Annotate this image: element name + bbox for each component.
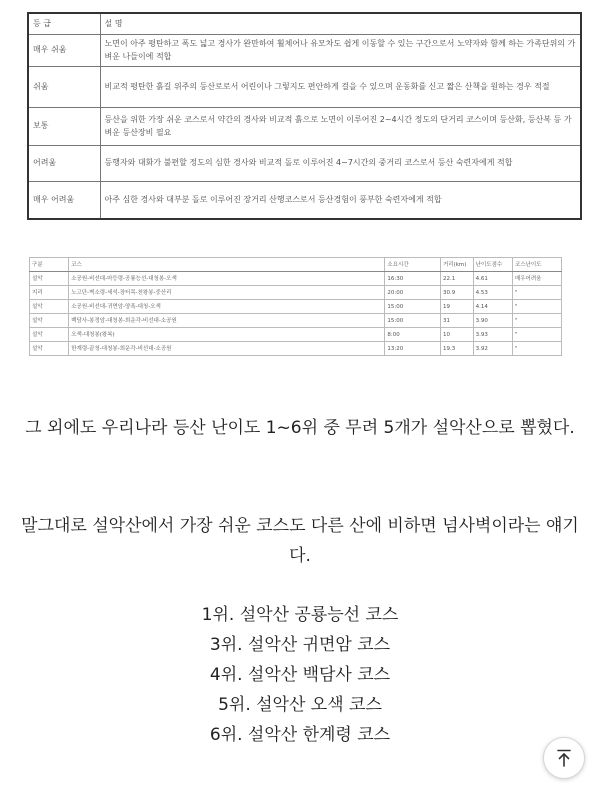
grade-table-header (28, 13, 581, 35)
duration-cell: 8:00 (385, 328, 441, 342)
grade-cell: 매우 어려움 (28, 182, 100, 220)
course-row (30, 328, 562, 342)
conclusion-paragraph: 말그대로 설악산에서 가장 쉬운 코스도 다른 산에 비하면 넘사벽이라는 얘기다. (21, 516, 579, 566)
course-cell: 소공원-비선대-마등령-공룡능선-대청봉-오색 (69, 272, 385, 286)
distance-cell: 22.1 (440, 272, 473, 286)
ranking-item: 6위. 설악산 한계령 코스 (209, 725, 391, 745)
grade-row (28, 146, 581, 182)
duration-cell: 20:00 (385, 286, 441, 300)
course-cell: 백담사-봉정암-대청봉-희운각-비선대-소공원 (69, 314, 385, 328)
scroll-to-top-button[interactable] (543, 737, 585, 779)
course-row (30, 286, 562, 300)
description-cell: 등산을 위한 가장 쉬운 코스로서 약간의 경사와 비교적 흙으로 노면이 이루어진 2~4시간 정도의 단거리 코스이며 등산화, 등산복 등 가벼운 등산장비 필요 (100, 108, 581, 146)
distance-cell: 10 (440, 328, 473, 342)
description-cell: 아주 심한 경사와 대부분 돌로 이루어진 장거리 산행코스로서 등산경험이 풍부한 숙련자에게 적합 (100, 182, 581, 220)
grade-cell: 어려움 (28, 146, 100, 182)
course-cell: 노고단-벽소령-세석-장터목-천왕봉-중산리 (69, 286, 385, 300)
score-cell: 4.53 (473, 286, 512, 300)
level-cell: " (512, 328, 561, 342)
arrow-up-to-line-icon (556, 749, 572, 767)
grade-row (28, 67, 581, 108)
distance-header: 거리(km) (440, 258, 473, 272)
course-row (30, 314, 562, 328)
region-cell: 지리 (30, 286, 69, 300)
distance-cell: 19.3 (440, 342, 473, 356)
grade-cell: 매우 쉬움 (28, 35, 100, 67)
course-cell: 한계령-끝청-대청봉-희운각-비선대-소공원 (69, 342, 385, 356)
region-cell: 설악 (30, 342, 69, 356)
description-header: 설 명 (100, 13, 581, 35)
distance-cell: 30.9 (440, 286, 473, 300)
distance-cell: 31 (440, 314, 473, 328)
course-row (30, 342, 562, 356)
description-cell: 비교적 평탄한 흙길 위주의 등산로로서 어린이나 그렇지도 편안하게 걸을 수 있으며 운동화를 신고 짧은 산책을 원하는 경우 적절 (100, 67, 581, 108)
level-cell: 매우어려움 (512, 272, 561, 286)
score-cell: 3.93 (473, 328, 512, 342)
region-cell: 설악 (30, 328, 69, 342)
score-cell: 4.61 (473, 272, 512, 286)
grade-row (28, 108, 581, 146)
course-header: 코스 (69, 258, 385, 272)
score-cell: 4.14 (473, 300, 512, 314)
duration-cell: 15:00 (385, 314, 441, 328)
region-cell: 설악 (30, 272, 69, 286)
difficulty-grade-table (27, 12, 582, 220)
duration-cell: 15:00 (385, 300, 441, 314)
ranking-list (0, 600, 600, 750)
ranking-item: 1위. 설악산 공룡능선 코스 (201, 605, 399, 625)
grade-header: 등 급 (28, 13, 100, 35)
ranking-item: 4위. 설악산 백담사 코스 (209, 665, 391, 685)
course-table-header (30, 258, 562, 272)
region-header: 구분 (30, 258, 69, 272)
score-header: 난이도점수 (473, 258, 512, 272)
duration-cell: 13:20 (385, 342, 441, 356)
grade-row (28, 182, 581, 220)
distance-cell: 19 (440, 300, 473, 314)
ranking-item: 3위. 설악산 귀면암 코스 (209, 635, 391, 655)
course-difficulty-table (29, 257, 562, 356)
course-cell: 소공원-비선대-귀면암-양폭-대청-오색 (69, 300, 385, 314)
description-cell: 등행자와 대화가 불편할 정도의 심한 경사와 비교적 돌로 이루어진 4~7시간의 중거리 코스로서 등산 숙련자에게 적합 (100, 146, 581, 182)
course-row (30, 300, 562, 314)
intro-paragraph: 그 외에도 우리나라 등산 난이도 1~6위 중 무려 5개가 설악산으로 뽑혔다. (25, 418, 575, 438)
grade-cell: 보통 (28, 108, 100, 146)
region-cell: 설악 (30, 314, 69, 328)
score-cell: 3.90 (473, 314, 512, 328)
ranking-item: 5위. 설악산 오색 코스 (218, 695, 382, 715)
level-header: 코스난이도 (512, 258, 561, 272)
level-cell: " (512, 314, 561, 328)
grade-cell: 쉬움 (28, 67, 100, 108)
duration-cell: 16:30 (385, 272, 441, 286)
description-cell: 노면이 아주 평탄하고 폭도 넓고 경사가 완만하여 휠체어나 유모차도 쉽게 이동할 수 있는 구간으로서 노약자와 함께 하는 가족단위의 가벼운 나들이에 적합 (100, 35, 581, 67)
score-cell: 3.92 (473, 342, 512, 356)
level-cell: " (512, 300, 561, 314)
grade-row (28, 35, 581, 67)
course-row (30, 272, 562, 286)
level-cell: " (512, 342, 561, 356)
region-cell: 설악 (30, 300, 69, 314)
level-cell: " (512, 286, 561, 300)
duration-header: 소요시간 (385, 258, 441, 272)
course-cell: 오색-대청봉(왕복) (69, 328, 385, 342)
